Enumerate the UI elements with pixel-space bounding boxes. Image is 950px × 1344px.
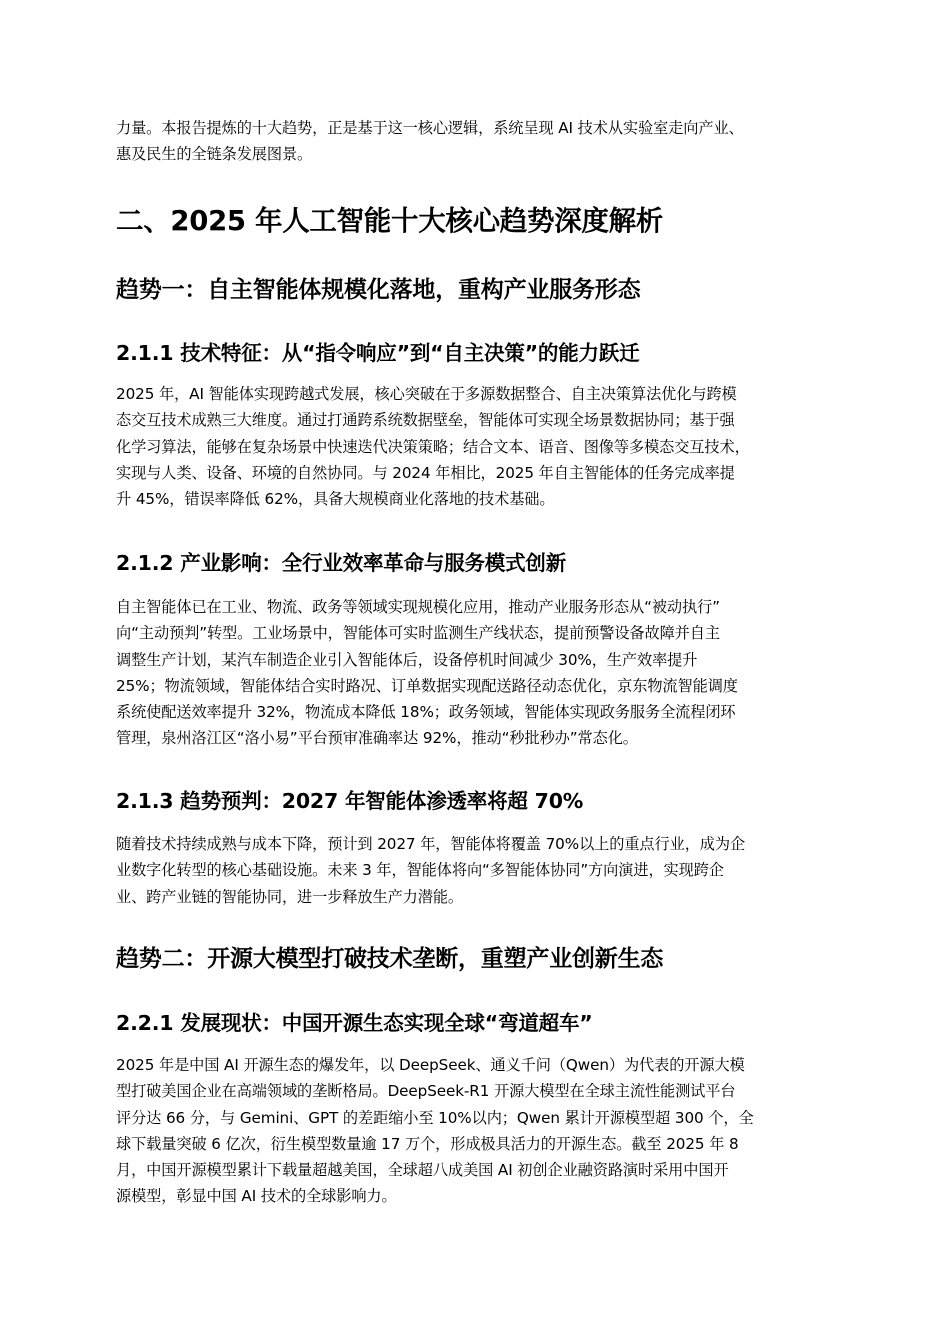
paragraph-line: 2025 年是中国 AI 开源生态的爆发年，以 DeepSeek、通义千问（Qwen）为代表的开源大模 [116,1056,745,1074]
paragraph-line: 随着技术持续成熟与成本下降，预计到 2027 年，智能体将覆盖 70%以上的重点行业，成为企 [116,835,746,853]
paragraph-line: 调整生产计划，某汽车制造企业引入智能体后，设备停机时间减少 30%，生产效率提升 [116,650,698,669]
subsection-2-1-1-heading: 2.1.1 技术特征：从“指令响应”到“自主决策”的能力跃迁 [116,341,640,365]
paragraph-line: 业、跨产业链的智能协同，进一步释放生产力潜能。 [116,887,464,906]
paragraph-line: 型打破美国企业在高端领域的垄断格局。DeepSeek-R1 开源大模型在全球主流性能测试平台 [116,1082,736,1101]
paragraph-line: 球下载量突破 6 亿次，衍生模型数量逾 17 万个，形成极具活力的开源生态。截至 2025 年 8 [116,1134,739,1153]
paragraph-line: 自主智能体已在工业、物流、政务等领域实现规模化应用，推动产业服务形态从“被动执行” [116,598,720,616]
intro-paragraph [116,115,838,168]
paragraph-line: 25%；物流领域，智能体结合实时路况、订单数据实现配送路径动态优化，京东物流智能调度 [116,676,738,695]
subsection-2-2-1-heading: 2.2.1 发展现状：中国开源生态实现全球“弯道超车” [116,1011,593,1035]
paragraph-line: 评分达 66 分，与 Gemini、GPT 的差距缩小至 10%以内；Qwen 累计开源模型超 300 个，全 [116,1108,754,1127]
subsection-2-1-1-paragraph [116,381,838,512]
subsection-2-1-3-heading: 2.1.3 趋势预判：2027 年智能体渗透率将超 70% [116,789,584,813]
paragraph-line: 升 45%，错误率降低 62%，具备大规模商业化落地的技术基础。 [116,490,555,509]
paragraph-line: 业数字化转型的核心基础设施。未来 3 年，智能体将向“多智能体协同”方向演进，实现跨企 [116,861,724,880]
trend2-title: 趋势二：开源大模型打破技术垄断，重塑产业创新生态 [116,946,664,972]
paragraph-line: 管理，泉州洛江区“洛小易”平台预审准确率达 92%，推动“秒批秒办”常态化。 [116,729,638,748]
intro-line: 力量。本报告提炼的十大趋势，正是基于这一核心逻辑，系统呈现 AI 技术从实验室走向产业、 [116,119,744,137]
section-title: 二、2025 年人工智能十大核心趋势深度解析 [116,205,664,237]
paragraph-line: 实现与人类、设备、环境的自然协同。与 2024 年相比，2025 年自主智能体的任务完成率提 [116,463,735,482]
paragraph-line: 系统使配送效率提升 32%，物流成本降低 18%；政务领域，智能体实现政务服务全流程闭环 [116,703,736,722]
subsection-2-1-3-paragraph [116,831,838,910]
subsection-2-2-1-paragraph [116,1052,838,1210]
paragraph-line: 态交互技术成熟三大维度。通过打通跨系统数据壁垒，智能体可实现全场景数据协同；基于强 [116,411,735,430]
paragraph-line: 2025 年，AI 智能体实现跨越式发展，核心突破在于多源数据整合、自主决策算法优化与跨模 [116,385,737,403]
subsection-2-1-2-heading: 2.1.2 产业影响：全行业效率革命与服务模式创新 [116,551,567,575]
paragraph-line: 源模型，彰显中国 AI 技术的全球影响力。 [116,1187,397,1206]
intro-line: 惠及民生的全链条发展图景。 [116,145,313,164]
subsection-2-1-2-paragraph [116,594,838,752]
paragraph-line: 化学习算法，能够在复杂场景中快速迭代决策策略；结合文本、语音、图像等多模态交互技术， [116,437,750,456]
paragraph-line: 月，中国开源模型累计下载量超越美国，全球超八成美国 AI 初创企业融资路演时采用中国开 [116,1161,729,1180]
paragraph-line: 向“主动预判”转型。工业场景中，智能体可实时监测生产线状态，提前预警设备故障并自主 [116,624,720,643]
trend1-title: 趋势一：自主智能体规模化落地，重构产业服务形态 [116,277,641,303]
